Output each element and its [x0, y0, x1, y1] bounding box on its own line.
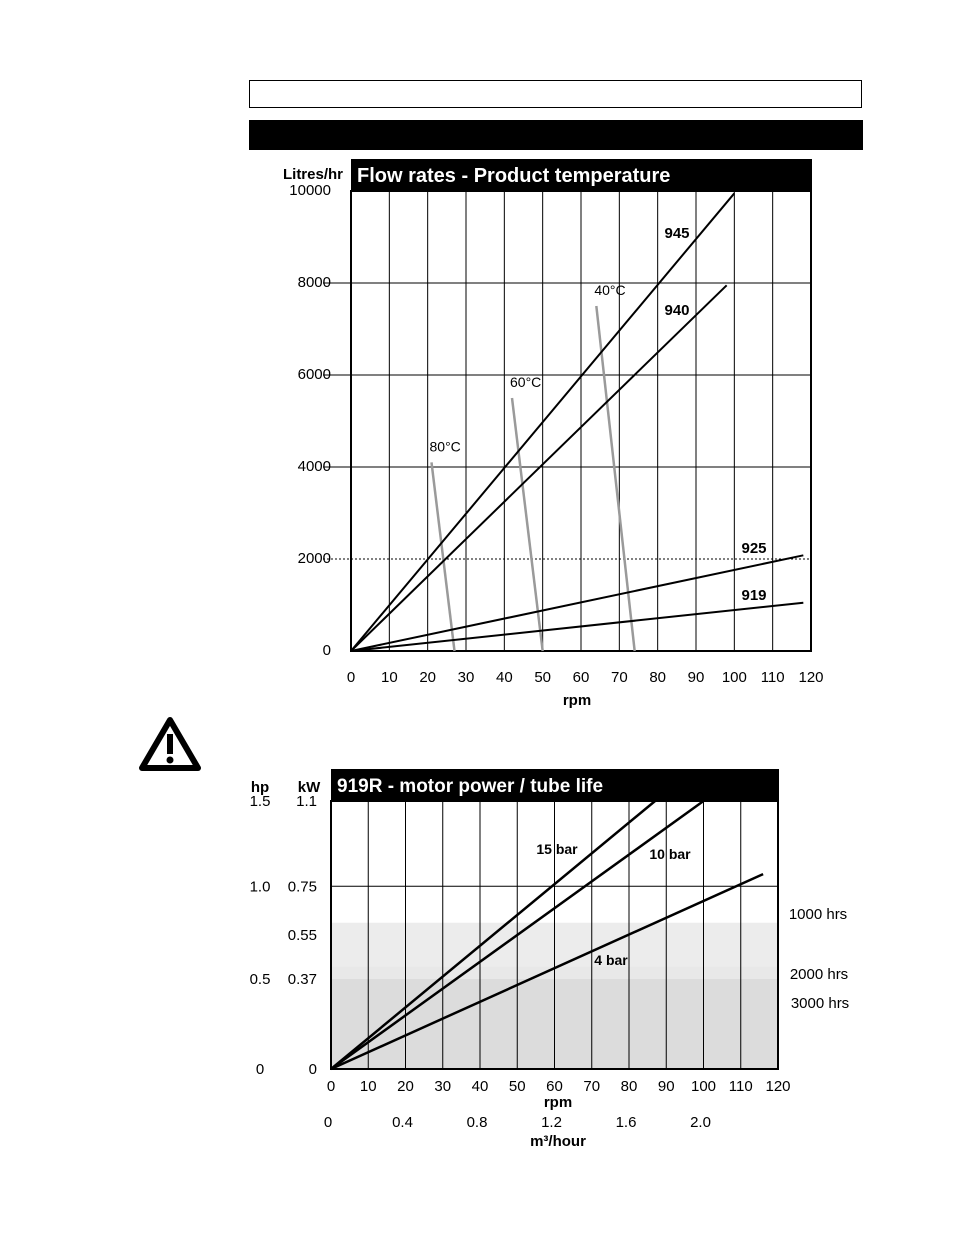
chart2-title: 919R - motor power / tube life [337, 776, 604, 797]
chart2-x-tick-label: 110 [728, 1078, 753, 1095]
chart1-y-tick-label: 2000 [297, 550, 331, 567]
chart2-hp-tick-label: 0.5 [249, 970, 271, 988]
chart1-x-tick-label: 70 [610, 669, 628, 686]
chart2-x2-tick-label: 1.6 [615, 1114, 637, 1131]
chart2-x-tick-label: 10 [359, 1078, 377, 1095]
chart2-kw-axis-label: kW [297, 779, 321, 796]
tube-life-label: 2000 hrs [789, 966, 849, 983]
chart2-x2-tick-label: 2.0 [690, 1114, 711, 1131]
series-label-15-bar: 15 bar [536, 841, 578, 857]
chart1-x-tick-label: 20 [419, 669, 437, 686]
series-label-4-bar: 4 bar [594, 952, 628, 968]
chart2-kw-tick-label: 0.75 [287, 878, 317, 896]
chart1-y-tick-label: 4000 [297, 458, 331, 475]
chart2-kw-tick-label: 1.1 [296, 793, 317, 810]
series-label-940: 940 [664, 302, 690, 319]
chart2-x-tick-label: 30 [434, 1078, 452, 1095]
tube-life-label: 1000 hrs [788, 906, 848, 923]
chart1-y-axis-label: Litres/hr [282, 166, 343, 183]
chart2-x-tick-label: 20 [397, 1078, 414, 1095]
chart2-x-tick-label: 0 [326, 1078, 336, 1095]
series-label-10-bar: 10 bar [649, 846, 691, 862]
series-label-919: 919 [741, 587, 767, 604]
chart2-x2-tick-label: 1.2 [541, 1114, 562, 1131]
chart2-x2-tick-label: 0 [323, 1114, 333, 1131]
chart2-hp-tick-label: 0 [255, 1061, 265, 1078]
chart1-x-tick-label: 60 [572, 669, 590, 686]
chart2-hp-tick-label: 1.5 [249, 793, 271, 810]
chart2-x-tick-label: 60 [546, 1078, 563, 1095]
temperature-label: 40°C [594, 282, 626, 298]
tube-life-label: 3000 hrs [790, 995, 850, 1012]
chart1-x-tick-label: 50 [534, 669, 552, 686]
chart2-kw-tick-label: 0.55 [287, 927, 317, 944]
temperature-label: 80°C [429, 438, 461, 455]
chart2-x-tick-label: 40 [471, 1078, 489, 1095]
chart1-x-tick-label: 110 [760, 669, 785, 686]
chart2-x-tick-label: 50 [508, 1078, 526, 1095]
chart1-x-axis-label: rpm [562, 692, 592, 709]
series-label-925: 925 [741, 540, 767, 557]
series-label-945: 945 [664, 225, 690, 242]
chart2-x2-tick-label: 0.4 [392, 1114, 413, 1131]
chart2-x-tick-label: 100 [690, 1078, 717, 1095]
chart1-y-tick-label: 0 [322, 642, 331, 659]
chart1-x-tick-label: 0 [346, 669, 356, 686]
chart2-x-tick-label: 80 [620, 1078, 638, 1095]
chart1-x-tick-label: 10 [380, 669, 398, 686]
chart2-kw-tick-label: 0 [308, 1061, 317, 1078]
chart1-y-tick-label: 10000 [289, 182, 331, 199]
chart1-x-tick-label: 30 [457, 669, 475, 686]
chart1-x-tick-label: 80 [649, 669, 667, 686]
chart2-x2-tick-label: 0.8 [466, 1114, 488, 1131]
chart2-x2-axis-label: m³/hour [530, 1133, 586, 1150]
chart2-x-tick-label: 120 [765, 1078, 791, 1095]
temperature-label: 60°C [510, 374, 542, 390]
chart2-x-tick-label: 90 [657, 1078, 675, 1095]
chart1-y-tick-label: 8000 [297, 274, 331, 291]
chart2-hp-axis-label: hp [250, 779, 270, 796]
chart1-title: Flow rates - Product temperature [357, 165, 671, 187]
chart2-x-axis-label: rpm [543, 1094, 573, 1111]
chart1-x-tick-label: 90 [687, 669, 705, 686]
chart2-hp-tick-label: 1.0 [249, 878, 271, 896]
chart2-x-tick-label: 70 [583, 1078, 601, 1095]
chart1-y-tick-label: 6000 [297, 366, 331, 383]
chart1-x-tick-label: 120 [798, 669, 824, 686]
chart2-kw-tick-label: 0.37 [287, 970, 317, 988]
chart1-x-tick-label: 100 [721, 669, 747, 686]
chart1-x-tick-label: 40 [495, 669, 513, 686]
